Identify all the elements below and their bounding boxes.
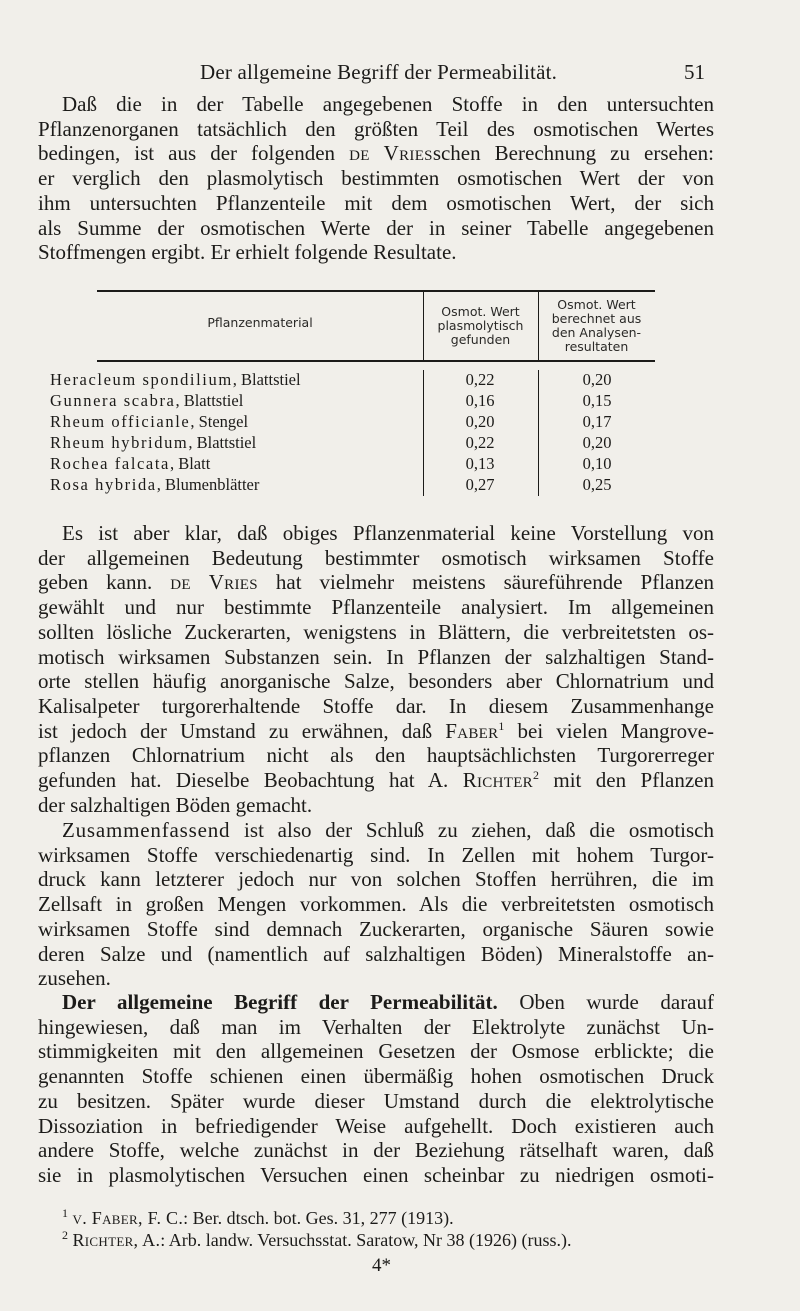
table-row <box>50 454 612 474</box>
text-line: der allgemeinen Bedeutung bestimmter osmotisch wirksamen Stoffe <box>38 545 714 570</box>
text-line: motisch wirksamen Substanzen sein. In Pflanzen der salzhaltigen Stand- <box>38 644 714 669</box>
found-value: 0,13 <box>465 454 495 473</box>
header-found <box>423 305 538 347</box>
author-name: de Vries <box>349 141 433 166</box>
plant-name: Rosa hybrida <box>50 475 157 494</box>
plant-part: , Blattstiel <box>188 433 257 452</box>
footnote-author: v. Faber, F. C. <box>72 1208 184 1228</box>
text-fragment: hat vielmehr meistens säureführende Pflanzen <box>257 570 715 595</box>
text-line: orte stellen häufig anorganische Salze, besonders aber Chlornatrium und <box>38 669 714 694</box>
text-line: pflanzen Chlornatrium nicht als den hauptsächlichsten Turgorerreger <box>38 743 714 768</box>
text-line: ihm untersuchten Pflanzenteile mit dem osmotischen Wert, der sich <box>38 190 714 215</box>
table-row <box>50 370 612 390</box>
text-line: stimmigkeiten mit den allgemeinen Gesetzen der Osmose erblickte; die <box>38 1039 714 1064</box>
author-name: Richter <box>462 768 533 793</box>
running-title: Der allgemeine Begriff der Permeabilität. <box>200 60 558 84</box>
calculated-value: 0,17 <box>582 412 612 431</box>
text-line: Stoffmengen ergibt. Er erhielt folgende Resultate. <box>38 240 457 265</box>
text-line: hingewiesen, daß man im Verhalten der Elektrolyte zunächst Un- <box>38 1014 714 1039</box>
text-line <box>38 570 714 595</box>
author-name: Faber <box>445 718 499 743</box>
table-row <box>50 391 612 411</box>
header-line: gefunden <box>450 332 511 347</box>
paragraph-discussion <box>38 521 714 817</box>
text-fragment: geben kann. <box>38 570 171 595</box>
footnote <box>62 1229 742 1251</box>
calculated-value: 0,15 <box>582 391 612 410</box>
paragraph-intro <box>38 92 714 265</box>
footnote-number: 1 <box>62 1206 68 1220</box>
calculated-value: 0,25 <box>582 475 612 494</box>
text-fragment: bei vielen Mangrove- <box>504 718 714 743</box>
table-row <box>50 412 612 432</box>
header-calculated <box>538 298 655 354</box>
text-line: zu besitzen. Später wurde dieser Umstand durch die elektrolytische <box>38 1088 714 1113</box>
text-line: sie in plasmolytischen Versuchen einen scheinbar zu niedrigen osmoti- <box>38 1162 714 1187</box>
plant-part: , Blumenblätter <box>156 475 260 494</box>
text-line: er verglich den plasmolytisch bestimmten osmotischen Wert der von <box>38 166 714 191</box>
footnotes <box>62 1207 742 1251</box>
text-line: der salzhaltigen Böden gemacht. <box>38 792 313 817</box>
header-line: plasmolytisch <box>437 318 524 333</box>
text-line: deren Salze und (namentlich auf salzhaltigen Böden) Mineralstoffe an- <box>38 941 714 966</box>
footnote <box>62 1207 742 1229</box>
table-rule-mid <box>97 360 655 362</box>
plant-cell <box>50 391 243 411</box>
text-fragment: mit den Pflanzen <box>538 768 714 793</box>
footnote-text: : Ber. dtsch. bot. Ges. 31, 277 (1913). <box>183 1208 454 1228</box>
header-line: resultaten <box>564 339 629 354</box>
paragraph-permeability <box>38 990 714 1188</box>
section-heading: Der allgemeine Begriff der Permeabilität. <box>62 990 498 1014</box>
header-line: den Analysen- <box>551 325 642 340</box>
footnote-number: 2 <box>62 1228 68 1242</box>
text-line: druck kann letzterer jedoch nur von solchen Stoffen herrühren, die im <box>38 867 714 892</box>
text-line: genannten Stoffe schienen einen übermäßig hohen osmotischen Druck <box>38 1064 714 1089</box>
text-line <box>38 768 714 793</box>
plant-name: Rheum officianle <box>50 412 191 431</box>
plant-cell <box>50 433 256 453</box>
text-line: Pflanzenorganen tatsächlich den größten Teil des osmotischen Wertes <box>38 116 714 141</box>
text-line: Daß die in der Tabelle angegebenen Stoffe in den untersuchten <box>62 92 714 116</box>
table-rule-top <box>97 290 655 292</box>
paragraph-summary <box>38 818 714 991</box>
header-plant-material: Pflanzenmaterial <box>207 315 313 330</box>
text-fragment: gefunden hat. Dieselbe Beobachtung hat A. <box>38 768 463 793</box>
calculated-value: 0,20 <box>582 433 612 452</box>
printer-signature: 4* <box>372 1255 391 1276</box>
running-head <box>0 60 800 90</box>
emphasis: Zusammenfassend <box>62 818 231 842</box>
text-line: Es ist aber klar, daß obiges Pflanzenmaterial keine Vorstellung von <box>62 521 714 545</box>
text-line: sollten lösliche Zuckerarten, wenigstens in Blättern, die verbreitetsten os- <box>38 619 714 644</box>
found-value: 0,22 <box>465 370 495 389</box>
plant-cell <box>50 454 210 474</box>
plant-name: Rheum hybridum <box>50 433 189 452</box>
text-fragment: ist jedoch der Umstand zu erwähnen, daß <box>38 718 446 743</box>
footnote-text: : Arb. landw. Versuchsstat. Saratow, Nr 38 (1926) (russ.). <box>160 1230 572 1250</box>
plant-cell <box>50 475 259 495</box>
table-row <box>50 433 612 453</box>
text-line: als Summe der osmotischen Werte der in seiner Tabelle angegebenen <box>38 215 714 240</box>
found-value: 0,22 <box>465 433 495 452</box>
text-line: gewählt und nur bestimmte Pflanzenteile analysiert. Im allgemeinen <box>38 595 714 620</box>
plant-name: Rochea falcata <box>50 454 170 473</box>
plant-part: , Blattstiel <box>175 391 244 410</box>
plant-part: , Blatt <box>169 454 211 473</box>
text-line: zusehen. <box>38 966 111 991</box>
found-value: 0,16 <box>465 391 495 410</box>
plant-part: , Blattstiel <box>232 370 301 389</box>
plant-cell <box>50 412 248 432</box>
footnote-ref[interactable]: 1 <box>498 718 505 733</box>
calculated-value: 0,10 <box>582 454 612 473</box>
plant-name: Heracleum spondilium <box>50 370 233 389</box>
text-line: Kalisalpeter turgorerhaltende Stoffe dar. In diesem Zusammenhange <box>38 693 714 718</box>
plant-name: Gunnera scabra <box>50 391 176 410</box>
text-line: Zellsaft in großen Mengen vorkommen. Als die verbreitetsten osmotisch <box>38 892 714 917</box>
footnote-ref[interactable]: 2 <box>532 768 539 783</box>
found-value: 0,20 <box>465 412 495 431</box>
header-line: Osmot. Wert <box>441 304 520 319</box>
text-line <box>38 818 714 843</box>
text-line: andere Stoffe, welche zunächst in der Beziehung rätselhaft waren, daß <box>38 1138 714 1163</box>
text-line: Dissoziation in befriedigender Weise aufgehellt. Doch existieren auch <box>38 1113 714 1138</box>
text-line: wirksamen Stoffe sind demnach Zuckerarten, organische Säuren sowie <box>38 916 714 941</box>
calculated-value: 0,20 <box>582 370 612 389</box>
header-line: Osmot. Wert <box>557 297 636 312</box>
table-row <box>50 475 612 495</box>
text-fragment: Oben wurde darauf <box>497 990 714 1014</box>
author-name: de Vries <box>170 570 258 595</box>
plant-cell <box>50 370 301 390</box>
plant-part: , Stengel <box>190 412 249 431</box>
header-line: berechnet aus <box>551 311 642 326</box>
text-fragment: schen Berechnung zu ersehen: <box>432 141 715 166</box>
text-fragment: bedingen, ist aus der folgenden <box>38 141 350 166</box>
page-number: 51 <box>684 60 705 84</box>
text-fragment: ist also der Schluß zu ziehen, daß die osmotisch <box>230 818 714 842</box>
text-line <box>38 141 714 166</box>
found-value: 0,27 <box>465 475 495 494</box>
text-line <box>38 719 714 744</box>
text-line: wirksamen Stoffe verschiedenartig sind. In Zellen mit hohem Turgor- <box>38 842 714 867</box>
text-line <box>38 990 714 1015</box>
footnote-author: Richter, A. <box>72 1230 161 1250</box>
